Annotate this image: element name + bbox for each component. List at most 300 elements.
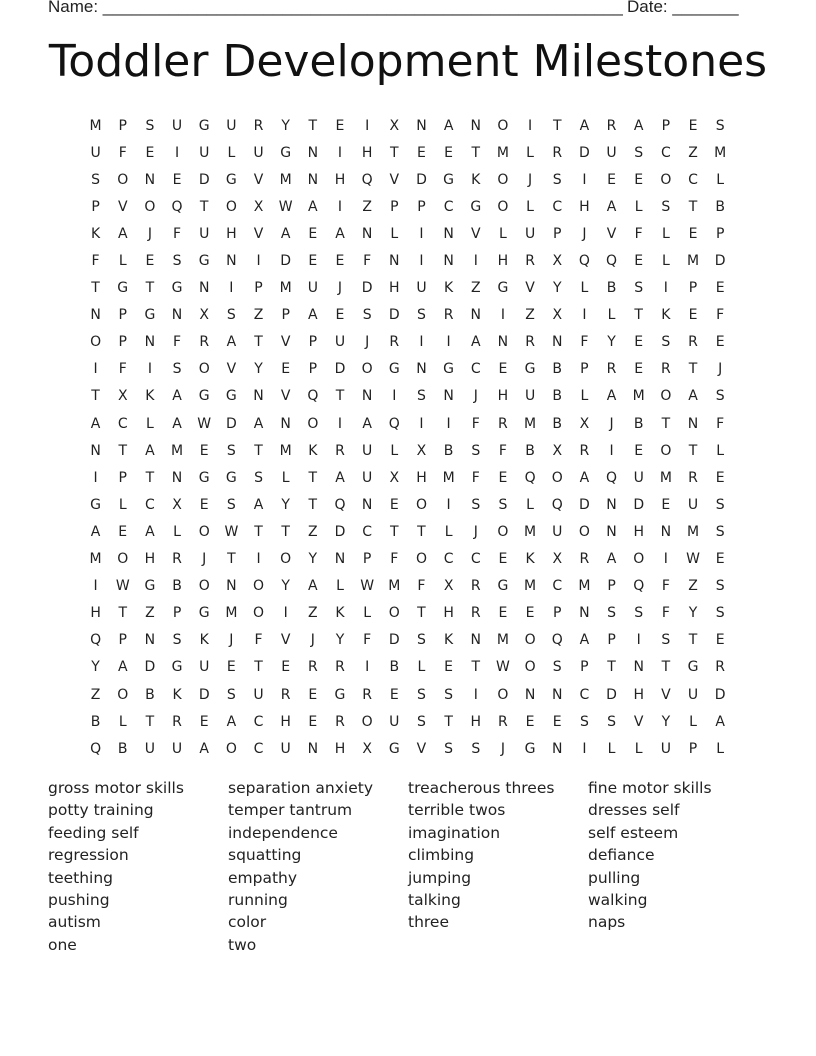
grid-letter: L <box>716 442 725 459</box>
grid-letter: N <box>687 415 699 432</box>
grid-letter: P <box>580 361 589 378</box>
grid-letter: E <box>634 171 644 188</box>
grid-letter: D <box>334 523 346 540</box>
grid-letter: X <box>199 307 209 324</box>
grid-letter: O <box>497 171 509 188</box>
grid-letter: A <box>90 523 101 540</box>
grid-letter: S <box>444 740 454 757</box>
grid-letter: R <box>199 334 210 351</box>
grid-letter: L <box>336 578 344 595</box>
grid-letter: O <box>497 686 509 703</box>
grid-letter: N <box>524 686 536 703</box>
grid-letter: K <box>199 632 209 649</box>
grid-letter: F <box>580 334 589 351</box>
grid-letter: S <box>634 144 644 161</box>
grid-letter: T <box>390 523 399 540</box>
grid-letter: W <box>197 415 212 432</box>
grid-letter: N <box>497 334 509 351</box>
grid-letter: D <box>334 361 346 378</box>
grid-letter: A <box>688 388 698 405</box>
word-bank-item: talking <box>408 890 461 909</box>
grid-letter: O <box>253 578 265 595</box>
grid-letter: Y <box>335 632 345 649</box>
grid-letter: L <box>607 307 616 324</box>
grid-letter: S <box>552 659 562 676</box>
grid-letter: N <box>361 388 373 405</box>
grid-letter: A <box>579 632 590 649</box>
date-field-label: Date: _______ <box>627 0 739 16</box>
grid-letter: A <box>90 415 101 432</box>
grid-letter: G <box>334 686 346 703</box>
grid-letter: X <box>416 442 427 459</box>
grid-letter: L <box>145 415 154 432</box>
grid-letter: E <box>118 523 128 540</box>
grid-letter: A <box>253 415 264 432</box>
grid-letter: Y <box>91 659 100 676</box>
grid-letter: L <box>363 605 372 622</box>
grid-letter: H <box>334 740 346 757</box>
grid-letter: H <box>579 198 590 215</box>
grid-letter: U <box>552 523 563 540</box>
grid-letter: I <box>582 307 587 324</box>
grid-letter: Y <box>281 496 290 513</box>
grid-letter: L <box>417 659 426 676</box>
grid-letter: N <box>307 171 319 188</box>
grid-letter: U <box>90 144 101 161</box>
grid-letter: Q <box>551 496 563 513</box>
grid-letter: H <box>633 523 644 540</box>
grid-row <box>82 573 734 600</box>
grid-letter: R <box>172 551 182 568</box>
grid-letter: C <box>470 361 481 378</box>
grid-letter: A <box>145 442 155 459</box>
grid-letter: E <box>552 713 562 730</box>
word-bank-item: gross motor skills <box>48 779 184 797</box>
grid-letter: L <box>716 171 725 188</box>
grid-letter: R <box>389 334 400 351</box>
grid-letter: A <box>335 469 345 486</box>
grid-letter: Y <box>607 334 616 351</box>
grid-letter: P <box>118 469 127 486</box>
grid-letter: H <box>470 713 482 730</box>
grid-letter: I <box>500 307 505 324</box>
grid-row <box>82 546 734 573</box>
word-bank-item: separation anxiety <box>228 779 374 797</box>
grid-letter: T <box>118 605 128 622</box>
grid-letter: E <box>389 496 399 513</box>
grid-letter: S <box>417 388 426 405</box>
grid-letter: Z <box>145 605 155 622</box>
grid-letter: K <box>444 280 454 297</box>
grid-letter: Q <box>307 388 319 405</box>
grid-letter: E <box>661 496 671 513</box>
grid-letter: X <box>552 253 563 270</box>
grid-letter: E <box>199 442 209 459</box>
grid-letter: E <box>145 253 155 270</box>
grid-letter: M <box>89 117 102 134</box>
grid-letter: Z <box>470 280 481 297</box>
grid-letter: U <box>389 713 400 730</box>
grid-letter: S <box>634 280 644 297</box>
grid-letter: E <box>281 361 291 378</box>
grid-letter: I <box>419 415 424 432</box>
grid-letter: K <box>471 171 481 188</box>
grid-letter: U <box>633 469 644 486</box>
grid-letter: M <box>442 469 455 486</box>
grid-letter: W <box>686 551 700 568</box>
grid-letter: D <box>579 144 590 161</box>
grid-letter: A <box>362 415 372 432</box>
word-bank-item: regression <box>48 846 129 865</box>
grid-letter: N <box>470 307 481 324</box>
grid-letter: R <box>335 659 345 676</box>
grid-letter: J <box>337 280 343 297</box>
word-bank-item: self esteem <box>588 823 679 842</box>
grid-letter: S <box>417 686 426 703</box>
grid-letter: I <box>256 551 261 568</box>
grid-letter: G <box>198 605 210 622</box>
grid-letter: I <box>365 117 370 134</box>
grid-letter: Q <box>388 415 400 432</box>
grid-letter: V <box>117 198 128 215</box>
grid-letter: J <box>202 551 207 568</box>
grid-letter: B <box>715 198 725 215</box>
grid-letter: G <box>225 388 237 405</box>
grid-letter: A <box>606 388 617 405</box>
grid-letter: A <box>579 469 590 486</box>
word-bank-item: running <box>228 890 288 909</box>
grid-letter: N <box>416 361 427 378</box>
grid-letter: K <box>335 605 345 622</box>
grid-letter: Q <box>90 740 102 757</box>
grid-letter: X <box>552 307 563 324</box>
grid-letter: P <box>281 307 290 324</box>
grid-letter: U <box>144 740 156 757</box>
grid-letter: V <box>661 686 671 703</box>
grid-letter: O <box>117 551 129 568</box>
grid-letter: O <box>117 171 129 188</box>
grid-letter: S <box>417 713 426 730</box>
grid-row <box>82 220 734 247</box>
grid-letter: G <box>225 171 237 188</box>
grid-letter: Y <box>661 713 671 730</box>
grid-letter: X <box>172 496 182 513</box>
grid-letter: P <box>607 632 616 649</box>
grid-letter: I <box>147 361 152 378</box>
grid-letter: R <box>307 659 318 676</box>
grid-letter: P <box>118 632 127 649</box>
grid-letter: Y <box>254 361 263 378</box>
grid-letter: M <box>686 253 700 270</box>
grid-letter: U <box>171 117 183 134</box>
grid-letter: C <box>579 686 590 703</box>
grid-letter: L <box>607 740 616 757</box>
grid-letter: P <box>688 740 698 757</box>
grid-letter: H <box>416 469 427 486</box>
grid-letter: E <box>281 659 291 676</box>
grid-letter: N <box>171 469 183 486</box>
grid-letter: S <box>471 740 481 757</box>
grid-letter: M <box>714 144 727 161</box>
grid-letter: I <box>419 334 424 351</box>
word-bank-item: fine motor skills <box>588 779 712 797</box>
grid-letter: N <box>606 523 617 540</box>
grid-letter: R <box>606 361 617 378</box>
word-bank-item: feeding self <box>48 823 139 842</box>
grid-row <box>82 302 734 329</box>
grid-letter: L <box>580 280 589 297</box>
grid-letter: V <box>470 225 481 242</box>
grid-letter: N <box>226 578 237 595</box>
grid-letter: L <box>716 740 725 757</box>
grid-letter: G <box>524 361 536 378</box>
grid-letter: Q <box>606 253 618 270</box>
grid-letter: T <box>607 659 616 676</box>
grid-letter: D <box>388 632 400 649</box>
grid-letter: R <box>253 117 264 134</box>
grid-letter: L <box>173 523 181 540</box>
grid-letter: K <box>145 388 155 405</box>
grid-letter: N <box>198 280 210 297</box>
grid-letter: B <box>606 280 617 297</box>
grid-letter: A <box>335 225 345 242</box>
grid-letter: P <box>553 605 562 622</box>
word-bank-item: naps <box>588 913 626 932</box>
grid-letter: R <box>335 442 345 459</box>
grid-letter: N <box>144 171 156 188</box>
grid-letter: O <box>198 523 210 540</box>
grid-letter: N <box>334 551 346 568</box>
grid-letter: K <box>308 442 318 459</box>
grid-letter: T <box>227 551 236 568</box>
grid-letter: J <box>365 334 370 351</box>
grid-letter: O <box>578 523 590 540</box>
name-field-label: Name: _______________________________________________________ <box>48 0 623 16</box>
grid-letter: G <box>225 469 237 486</box>
grid-letter: T <box>552 117 562 134</box>
grid-letter: R <box>525 253 535 270</box>
grid-letter: O <box>633 551 645 568</box>
grid-letter: V <box>253 171 264 188</box>
grid-letter: G <box>687 659 699 676</box>
grid-letter: O <box>388 605 400 622</box>
grid-letter: I <box>582 740 587 757</box>
grid-letter: E <box>715 632 725 649</box>
grid-letter: I <box>609 442 614 459</box>
grid-letter: N <box>226 253 237 270</box>
word-bank-item: defiance <box>588 846 655 865</box>
grid-letter: T <box>145 469 155 486</box>
grid-letter: C <box>688 171 698 188</box>
grid-letter: Z <box>253 307 264 324</box>
grid-letter: G <box>524 740 536 757</box>
grid-letter: F <box>661 605 670 622</box>
grid-letter: G <box>144 307 156 324</box>
grid-letter: U <box>334 334 346 351</box>
grid-letter: A <box>470 334 481 351</box>
grid-letter: A <box>172 415 182 432</box>
grid-letter: U <box>280 740 291 757</box>
grid-letter: S <box>172 632 182 649</box>
grid-letter: N <box>443 388 454 405</box>
grid-letter: E <box>417 144 426 161</box>
word-bank-item: pulling <box>588 868 641 887</box>
grid-letter: L <box>118 253 127 270</box>
word-bank-item: jumping <box>408 868 472 887</box>
grid-letter: L <box>499 225 507 242</box>
grid-letter: S <box>417 307 426 324</box>
grid-letter: I <box>93 361 98 378</box>
grid-letter: T <box>634 307 643 324</box>
grid-row <box>82 383 734 410</box>
grid-letter: O <box>253 605 265 622</box>
grid-letter: B <box>552 415 563 432</box>
grid-letter: O <box>307 415 319 432</box>
grid-letter: G <box>90 496 101 513</box>
grid-letter: T <box>254 442 263 459</box>
grid-row <box>82 654 734 681</box>
grid-letter: Z <box>308 523 318 540</box>
grid-letter: Y <box>281 578 290 595</box>
grid-letter: N <box>443 253 454 270</box>
grid-letter: B <box>443 442 454 459</box>
grid-letter: O <box>524 659 536 676</box>
grid-letter: T <box>471 144 481 161</box>
grid-letter: U <box>362 442 373 459</box>
word-bank-item: treacherous threes <box>408 779 555 797</box>
grid-letter: N <box>144 632 156 649</box>
grid-row <box>82 356 734 383</box>
grid-letter: H <box>389 280 400 297</box>
grid-letter: P <box>172 605 182 622</box>
grid-letter: C <box>443 551 454 568</box>
grid-letter: O <box>361 361 373 378</box>
grid-letter: T <box>688 632 698 649</box>
grid-letter: R <box>498 415 508 432</box>
grid-letter: F <box>716 307 725 324</box>
grid-letter: I <box>446 496 451 513</box>
grid-letter: U <box>253 144 264 161</box>
grid-letter: W <box>360 578 375 595</box>
grid-letter: S <box>715 496 725 513</box>
grid-letter: H <box>226 225 237 242</box>
grid-letter: D <box>361 280 373 297</box>
word-bank-item: imagination <box>408 823 501 842</box>
grid-letter: D <box>388 307 400 324</box>
grid-letter: I <box>229 280 234 297</box>
grid-letter: S <box>579 713 589 730</box>
grid-letter: S <box>226 686 236 703</box>
grid-letter: E <box>525 713 535 730</box>
grid-letter: A <box>253 496 264 513</box>
grid-letter: W <box>278 198 293 215</box>
grid-letter: I <box>337 415 343 432</box>
grid-letter: B <box>633 415 644 432</box>
grid-letter: N <box>90 442 101 459</box>
grid-letter: O <box>660 171 672 188</box>
grid-row <box>82 166 734 193</box>
grid-letter: G <box>171 659 183 676</box>
grid-letter: T <box>417 605 426 622</box>
grid-letter: D <box>198 171 210 188</box>
grid-letter: T <box>145 280 155 297</box>
grid-letter: H <box>144 551 156 568</box>
grid-letter: E <box>498 551 508 568</box>
grid-letter: O <box>280 551 292 568</box>
grid-letter: K <box>444 632 454 649</box>
grid-letter: E <box>525 605 535 622</box>
grid-letter: D <box>606 686 617 703</box>
grid-letter: N <box>90 307 101 324</box>
grid-letter: G <box>198 469 210 486</box>
grid-row <box>82 275 734 302</box>
grid-letter: E <box>199 713 209 730</box>
grid-letter: E <box>308 686 318 703</box>
grid-letter: H <box>443 605 454 622</box>
grid-letter: C <box>253 740 264 757</box>
grid-letter: T <box>688 361 698 378</box>
grid-letter: A <box>606 551 617 568</box>
word-bank-item: one <box>48 935 77 954</box>
grid-row <box>82 193 734 220</box>
grid-letter: I <box>446 334 451 351</box>
grid-letter: J <box>609 415 614 432</box>
grid-letter: E <box>389 686 399 703</box>
grid-letter: S <box>145 117 155 134</box>
grid-letter: H <box>497 388 509 405</box>
grid-letter: I <box>419 253 424 270</box>
grid-letter: S <box>661 198 671 215</box>
grid-letter: S <box>172 361 182 378</box>
grid-letter: Q <box>633 578 645 595</box>
grid-letter: I <box>582 171 587 188</box>
grid-letter: E <box>145 144 155 161</box>
grid-letter: E <box>715 469 725 486</box>
grid-letter: T <box>471 659 481 676</box>
grid-letter: R <box>498 713 508 730</box>
grid-letter: G <box>198 117 210 134</box>
grid-letter: O <box>225 198 237 215</box>
grid-letter: J <box>473 388 478 405</box>
grid-letter: S <box>91 171 101 188</box>
grid-letter: G <box>443 171 455 188</box>
grid-row <box>82 518 734 545</box>
grid-letter: L <box>227 144 236 161</box>
grid-letter: F <box>390 551 399 568</box>
grid-letter: M <box>632 388 645 405</box>
grid-letter: T <box>661 659 671 676</box>
grid-letter: M <box>659 469 672 486</box>
grid-letter: N <box>253 388 264 405</box>
grid-letter: T <box>281 523 290 540</box>
grid-letter: S <box>661 632 671 649</box>
grid-letter: E <box>335 307 345 324</box>
grid-letter: P <box>362 551 372 568</box>
grid-letter: U <box>416 280 427 297</box>
grid-letter: A <box>715 713 725 730</box>
grid-letter: Y <box>552 280 562 297</box>
grid-letter: O <box>660 442 672 459</box>
grid-letter: Q <box>606 469 618 486</box>
grid-letter: S <box>715 523 725 540</box>
word-bank-item: pushing <box>48 890 110 909</box>
grid-letter: T <box>390 144 399 161</box>
grid-letter: U <box>226 117 237 134</box>
grid-letter: N <box>361 496 373 513</box>
grid-letter: U <box>660 740 671 757</box>
grid-letter: N <box>443 225 454 242</box>
grid-letter: E <box>715 334 725 351</box>
